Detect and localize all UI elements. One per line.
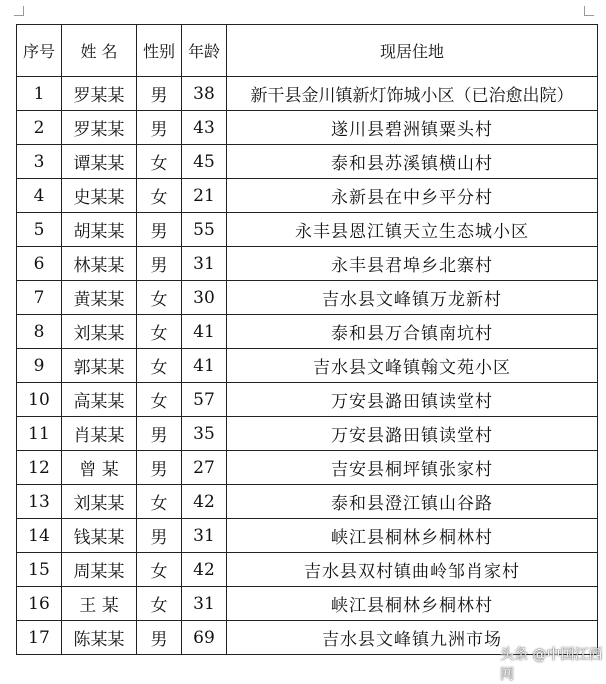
cell-sex: 男 <box>137 451 182 485</box>
cell-sex: 男 <box>137 621 182 655</box>
cell-name: 刘某某 <box>62 485 137 519</box>
cell-address: 吉水县文峰镇翰文苑小区 <box>227 349 598 383</box>
cell-name: 王 某 <box>62 587 137 621</box>
cell-address: 万安县潞田镇读堂村 <box>227 383 598 417</box>
cell-sex: 女 <box>137 145 182 179</box>
header-name: 姓 名 <box>62 25 137 77</box>
cell-sex: 女 <box>137 179 182 213</box>
table-row <box>17 349 598 383</box>
header-age: 年龄 <box>182 25 227 77</box>
cell-address: 吉水县文峰镇万龙新村 <box>227 281 598 315</box>
cell-name: 高某某 <box>62 383 137 417</box>
table-row <box>17 111 598 145</box>
cell-sex: 女 <box>137 553 182 587</box>
cell-name: 陈某某 <box>62 621 137 655</box>
table-row <box>17 451 598 485</box>
table-row <box>17 485 598 519</box>
cell-name: 刘某某 <box>62 315 137 349</box>
cell-index: 11 <box>17 417 62 451</box>
cell-age: 69 <box>182 621 227 655</box>
cell-age: 41 <box>182 349 227 383</box>
header-index: 序号 <box>17 25 62 77</box>
cell-age: 43 <box>182 111 227 145</box>
cell-age: 21 <box>182 179 227 213</box>
cell-age: 45 <box>182 145 227 179</box>
cell-sex: 男 <box>137 519 182 553</box>
cell-name: 罗某某 <box>62 77 137 111</box>
cell-age: 35 <box>182 417 227 451</box>
page-corner-mark-right <box>584 6 594 16</box>
table-row <box>17 281 598 315</box>
cell-address: 泰和县万合镇南坑村 <box>227 315 598 349</box>
table-row <box>17 145 598 179</box>
table-row <box>17 315 598 349</box>
cell-age: 30 <box>182 281 227 315</box>
table-row <box>17 247 598 281</box>
cell-age: 55 <box>182 213 227 247</box>
cell-index: 15 <box>17 553 62 587</box>
table-row <box>17 519 598 553</box>
page-corner-mark-left <box>14 6 24 16</box>
watermark-text: 头条 @中国江西网 <box>500 647 603 683</box>
cell-sex: 女 <box>137 485 182 519</box>
cell-age: 31 <box>182 587 227 621</box>
table-row <box>17 417 598 451</box>
cell-name: 胡某某 <box>62 213 137 247</box>
cell-index: 4 <box>17 179 62 213</box>
cell-index: 3 <box>17 145 62 179</box>
cell-age: 27 <box>182 451 227 485</box>
cell-name: 钱某某 <box>62 519 137 553</box>
cell-age: 31 <box>182 247 227 281</box>
cell-sex: 女 <box>137 315 182 349</box>
cell-address: 遂川县碧洲镇粟头村 <box>227 111 598 145</box>
cell-age: 42 <box>182 485 227 519</box>
header-sex: 性别 <box>137 25 182 77</box>
cell-sex: 男 <box>137 77 182 111</box>
cell-name: 林某某 <box>62 247 137 281</box>
cell-sex: 男 <box>137 247 182 281</box>
table-row <box>17 179 598 213</box>
cell-index: 1 <box>17 77 62 111</box>
cell-sex: 女 <box>137 383 182 417</box>
cell-index: 14 <box>17 519 62 553</box>
table-header-row <box>17 25 598 77</box>
cell-index: 8 <box>17 315 62 349</box>
cell-index: 9 <box>17 349 62 383</box>
cell-age: 42 <box>182 553 227 587</box>
cell-address: 泰和县澄江镇山谷路 <box>227 485 598 519</box>
cell-name: 罗某某 <box>62 111 137 145</box>
cell-name: 肖某某 <box>62 417 137 451</box>
table-row <box>17 553 598 587</box>
cell-address: 万安县潞田镇读堂村 <box>227 417 598 451</box>
cell-index: 16 <box>17 587 62 621</box>
cell-sex: 女 <box>137 281 182 315</box>
cell-address: 吉安县桐坪镇张家村 <box>227 451 598 485</box>
cell-address: 吉水县文峰镇九洲市场 <box>227 621 598 655</box>
cell-index: 2 <box>17 111 62 145</box>
cell-index: 6 <box>17 247 62 281</box>
cell-name: 谭某某 <box>62 145 137 179</box>
table-row <box>17 77 598 111</box>
cell-sex: 男 <box>137 213 182 247</box>
cell-address: 永丰县君埠乡北寨村 <box>227 247 598 281</box>
cell-age: 57 <box>182 383 227 417</box>
cell-age: 31 <box>182 519 227 553</box>
cell-sex: 男 <box>137 111 182 145</box>
cell-name: 史某某 <box>62 179 137 213</box>
table-row <box>17 383 598 417</box>
cell-sex: 男 <box>137 417 182 451</box>
cell-address: 吉水县双村镇曲岭邹肖家村 <box>227 553 598 587</box>
cell-age: 38 <box>182 77 227 111</box>
cell-index: 7 <box>17 281 62 315</box>
table-row <box>17 587 598 621</box>
cell-address: 峡江县桐林乡桐林村 <box>227 519 598 553</box>
cell-name: 曾 某 <box>62 451 137 485</box>
cell-sex: 女 <box>137 587 182 621</box>
cell-index: 10 <box>17 383 62 417</box>
cell-name: 周某某 <box>62 553 137 587</box>
cell-age: 41 <box>182 315 227 349</box>
patient-table <box>16 24 598 655</box>
cell-sex: 女 <box>137 349 182 383</box>
cell-index: 5 <box>17 213 62 247</box>
cell-name: 郭某某 <box>62 349 137 383</box>
cell-address: 峡江县桐林乡桐林村 <box>227 587 598 621</box>
cell-address: 永丰县恩江镇天立生态城小区 <box>227 213 598 247</box>
cell-index: 12 <box>17 451 62 485</box>
cell-address: 新干县金川镇新灯饰城小区（已治愈出院） <box>227 77 598 111</box>
cell-address: 永新县在中乡平分村 <box>227 179 598 213</box>
cell-index: 17 <box>17 621 62 655</box>
table-row <box>17 213 598 247</box>
cell-index: 13 <box>17 485 62 519</box>
header-address: 现居住地 <box>227 25 598 77</box>
cell-address: 泰和县苏溪镇横山村 <box>227 145 598 179</box>
cell-name: 黄某某 <box>62 281 137 315</box>
